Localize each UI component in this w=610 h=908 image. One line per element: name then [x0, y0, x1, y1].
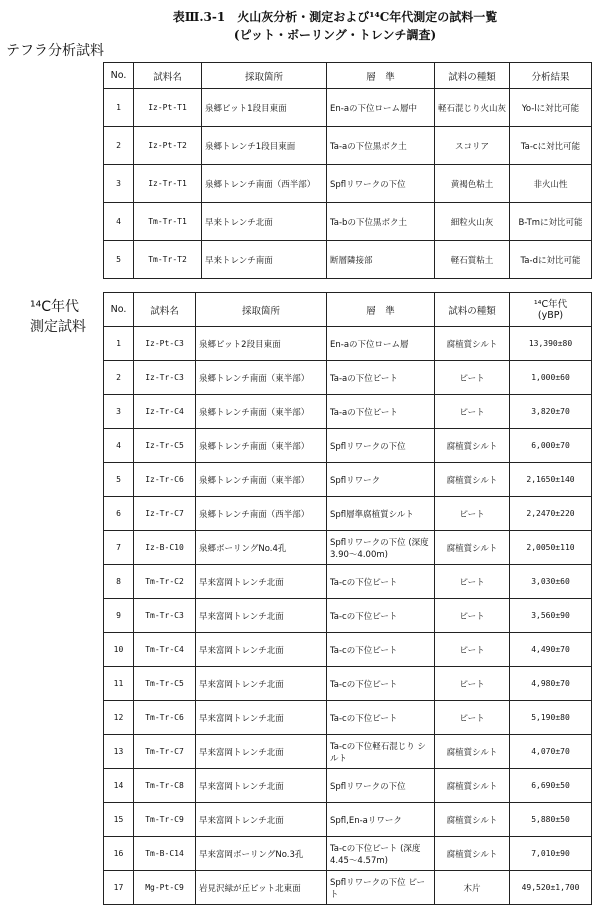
cell-no: 9 [104, 599, 134, 633]
col-name: 試料名 [134, 63, 202, 89]
table-row [104, 429, 592, 463]
c14-header-row [104, 293, 592, 327]
table-row [104, 769, 592, 803]
cell-name: Iz-Tr-C4 [134, 395, 196, 429]
cell-layer: Ta-cの下位軽石混じり シルト [327, 735, 435, 769]
cell-type: 細粒火山灰 [435, 203, 510, 241]
cell-no: 4 [104, 429, 134, 463]
table-row [104, 633, 592, 667]
table-row [104, 89, 592, 127]
cell-type: 腐植質シルト [435, 803, 510, 837]
cell-layer: Ta-bの下位黒ボク土 [327, 203, 435, 241]
cell-location: 岩見沢緑が丘ピット北東面 [196, 871, 327, 905]
cell-location: 早来富岡トレンチ北面 [196, 803, 327, 837]
cell-no: 6 [104, 497, 134, 531]
table-title: 表Ⅲ.3-1 火山灰分析・測定および¹⁴C年代測定の試料一覧 [172, 10, 498, 24]
cell-location: 泉郷ボーリングNo.4孔 [196, 531, 327, 565]
cell-type: 腐植質シルト [435, 769, 510, 803]
cell-age: 3,560±90 [510, 599, 592, 633]
cell-layer: Ta-aの下位ピート [327, 361, 435, 395]
cell-name: Tm-Tr-C3 [134, 599, 196, 633]
cell-location: 泉郷ピット2段目東面 [196, 327, 327, 361]
col-age [510, 293, 592, 327]
cell-type: ピート [435, 633, 510, 667]
cell-location: 泉郷トレンチ南面（東半部） [196, 429, 327, 463]
table-row [104, 361, 592, 395]
cell-location: 泉郷トレンチ南面（東半部） [196, 395, 327, 429]
table-row [104, 599, 592, 633]
cell-layer: Ta-cの下位ピート [327, 599, 435, 633]
cell-type: ピート [435, 565, 510, 599]
cell-name: Tm-Tr-C7 [134, 735, 196, 769]
col-location: 採取箇所 [202, 63, 327, 89]
cell-age: 5,880±50 [510, 803, 592, 837]
cell-layer: Ta-cの下位ピート (深度4.45～4.57m) [327, 837, 435, 871]
cell-name: Tm-Tr-T1 [134, 203, 202, 241]
cell-location: 早来富岡トレンチ北面 [196, 667, 327, 701]
cell-location: 早来富岡トレンチ北面 [196, 599, 327, 633]
cell-layer: Spfl,En-aリワーク [327, 803, 435, 837]
cell-location: 泉郷トレンチ南面（東半部） [196, 361, 327, 395]
cell-no: 13 [104, 735, 134, 769]
cell-name: Iz-Tr-C6 [134, 463, 196, 497]
c14-section-label-2: 測定試料 [30, 319, 86, 335]
cell-name: Tm-Tr-C8 [134, 769, 196, 803]
cell-age: 49,520±1,700 [510, 871, 592, 905]
table-row [104, 735, 592, 769]
col-layer: 層 準 [327, 293, 435, 327]
cell-type: 木片 [435, 871, 510, 905]
cell-layer: Spflリワークの下位 [327, 769, 435, 803]
cell-name: Tm-Tr-C4 [134, 633, 196, 667]
cell-layer: Spflリワーク [327, 463, 435, 497]
cell-name: Tm-B-C14 [134, 837, 196, 871]
cell-name: Iz-B-C10 [134, 531, 196, 565]
col-type: 試料の種類 [435, 293, 510, 327]
col-location: 採取箇所 [196, 293, 327, 327]
table-row [104, 531, 592, 565]
cell-layer: Spfl層準腐植質シルト [327, 497, 435, 531]
cell-type: 腐植質シルト [435, 837, 510, 871]
table-row [104, 667, 592, 701]
cell-age: 4,490±70 [510, 633, 592, 667]
cell-name: Iz-Pt-C3 [134, 327, 196, 361]
cell-no: 17 [104, 871, 134, 905]
cell-result: Ta-cに対比可能 [510, 127, 592, 165]
cell-age: 1,000±60 [510, 361, 592, 395]
cell-no: 2 [104, 361, 134, 395]
cell-no: 5 [104, 241, 134, 279]
cell-no: 15 [104, 803, 134, 837]
table-row [104, 165, 592, 203]
cell-age: 6,690±50 [510, 769, 592, 803]
cell-no: 8 [104, 565, 134, 599]
cell-age: 4,070±70 [510, 735, 592, 769]
cell-no: 3 [104, 395, 134, 429]
tephra-section-label: テフラ分析試料 [6, 43, 104, 59]
cell-age: 3,820±70 [510, 395, 592, 429]
cell-age: 13,390±80 [510, 327, 592, 361]
c14-table [103, 292, 592, 905]
cell-type: ピート [435, 667, 510, 701]
cell-result: Yo-lに対比可能 [510, 89, 592, 127]
cell-age: 2,2470±220 [510, 497, 592, 531]
cell-layer: Ta-cの下位ピート [327, 701, 435, 735]
table-row [104, 565, 592, 599]
cell-location: 泉郷トレンチ南面（西半部） [202, 165, 327, 203]
cell-name: Iz-Tr-C3 [134, 361, 196, 395]
cell-no: 10 [104, 633, 134, 667]
cell-name: Iz-Tr-T1 [134, 165, 202, 203]
cell-location: 早来トレンチ南面 [202, 241, 327, 279]
cell-age: 2,0050±110 [510, 531, 592, 565]
col-no: No. [104, 293, 134, 327]
cell-location: 早来富岡トレンチ北面 [196, 565, 327, 599]
cell-type: スコリア [435, 127, 510, 165]
cell-no: 1 [104, 89, 134, 127]
cell-name: Tm-Tr-T2 [134, 241, 202, 279]
table-subtitle: (ピット・ボーリング・トレンチ調査) [233, 28, 437, 42]
cell-age: 5,190±80 [510, 701, 592, 735]
cell-name: Iz-Tr-C5 [134, 429, 196, 463]
cell-name: Tm-Tr-C9 [134, 803, 196, 837]
cell-layer: Ta-aの下位ピート [327, 395, 435, 429]
cell-location: 早来富岡トレンチ北面 [196, 735, 327, 769]
col-no: No. [104, 63, 134, 89]
cell-type: 腐植質シルト [435, 735, 510, 769]
cell-type: 腐植質シルト [435, 531, 510, 565]
cell-no: 1 [104, 327, 134, 361]
table-row [104, 871, 592, 905]
cell-no: 4 [104, 203, 134, 241]
cell-type: ピート [435, 599, 510, 633]
tephra-header-row [104, 63, 592, 89]
cell-name: Tm-Tr-C2 [134, 565, 196, 599]
table-row [104, 497, 592, 531]
cell-type: ピート [435, 497, 510, 531]
table-row [104, 203, 592, 241]
cell-type: 軽石質粘土 [435, 241, 510, 279]
cell-type: ピート [435, 701, 510, 735]
cell-name: Mg-Pt-C9 [134, 871, 196, 905]
cell-no: 3 [104, 165, 134, 203]
tephra-table [103, 62, 592, 279]
cell-result: Ta-dに対比可能 [510, 241, 592, 279]
cell-name: Iz-Tr-C7 [134, 497, 196, 531]
cell-no: 16 [104, 837, 134, 871]
table-row [104, 127, 592, 165]
cell-age: 4,980±70 [510, 667, 592, 701]
cell-no: 2 [104, 127, 134, 165]
cell-layer: Spflリワークの下位 [327, 165, 435, 203]
cell-location: 早来富岡トレンチ北面 [196, 701, 327, 735]
cell-layer: Ta-cの下位ピート [327, 565, 435, 599]
cell-no: 12 [104, 701, 134, 735]
cell-layer: 断層隣接部 [327, 241, 435, 279]
cell-layer: Ta-cの下位ピート [327, 633, 435, 667]
table-row [104, 701, 592, 735]
col-age-unit: (yBP) [537, 309, 564, 321]
cell-location: 早来富岡トレンチ北面 [196, 633, 327, 667]
cell-result: 非火山性 [510, 165, 592, 203]
cell-result: B-Tmに対比可能 [510, 203, 592, 241]
table-row [104, 837, 592, 871]
cell-no: 5 [104, 463, 134, 497]
col-result: 分析結果 [510, 63, 592, 89]
col-age-label: ¹⁴C年代 [533, 298, 568, 310]
col-layer: 層 準 [327, 63, 435, 89]
cell-location: 泉郷トレンチ南面（東半部） [196, 463, 327, 497]
cell-layer: Spflリワークの下位 ピート [327, 871, 435, 905]
cell-layer: Spflリワークの下位 (深度3.90～4.00m) [327, 531, 435, 565]
cell-layer: Ta-cの下位ピート [327, 667, 435, 701]
cell-type: 腐植質シルト [435, 429, 510, 463]
cell-name: Iz-Pt-T2 [134, 127, 202, 165]
cell-type: ピート [435, 395, 510, 429]
cell-layer: Spflリワークの下位 [327, 429, 435, 463]
table-row [104, 395, 592, 429]
table-row [104, 327, 592, 361]
cell-type: 黄褐色粘土 [435, 165, 510, 203]
cell-location: 早来富岡ボーリングNo.3孔 [196, 837, 327, 871]
col-type: 試料の種類 [435, 63, 510, 89]
cell-layer: En-aの下位ローム層中 [327, 89, 435, 127]
cell-type: 軽石混じり火山灰 [435, 89, 510, 127]
cell-no: 14 [104, 769, 134, 803]
cell-age: 6,000±70 [510, 429, 592, 463]
table-row [104, 803, 592, 837]
col-name: 試料名 [134, 293, 196, 327]
cell-location: 泉郷トレンチ南面（西半部） [196, 497, 327, 531]
cell-age: 2,1650±140 [510, 463, 592, 497]
cell-no: 7 [104, 531, 134, 565]
cell-name: Iz-Pt-T1 [134, 89, 202, 127]
cell-type: 腐植質シルト [435, 327, 510, 361]
c14-section-label-1: ¹⁴C年代 [30, 299, 79, 315]
cell-age: 3,030±60 [510, 565, 592, 599]
cell-layer: Ta-aの下位黒ボク土 [327, 127, 435, 165]
cell-no: 11 [104, 667, 134, 701]
table-row [104, 241, 592, 279]
cell-type: 腐植質シルト [435, 463, 510, 497]
cell-name: Tm-Tr-C6 [134, 701, 196, 735]
cell-location: 泉郷トレンチ1段目東面 [202, 127, 327, 165]
cell-name: Tm-Tr-C5 [134, 667, 196, 701]
cell-location: 早来富岡トレンチ北面 [196, 769, 327, 803]
cell-age: 7,010±90 [510, 837, 592, 871]
table-row [104, 463, 592, 497]
cell-layer: En-aの下位ローム層 [327, 327, 435, 361]
cell-type: ピート [435, 361, 510, 395]
cell-location: 泉郷ピット1段目東面 [202, 89, 327, 127]
cell-location: 早来トレンチ北面 [202, 203, 327, 241]
